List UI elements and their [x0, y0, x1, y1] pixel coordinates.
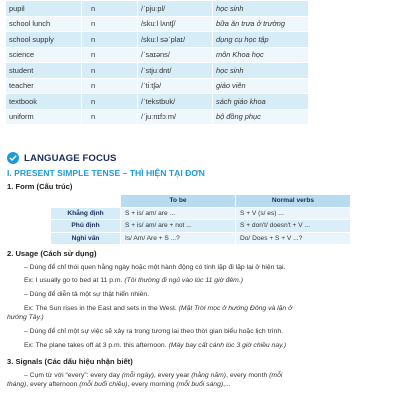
section-heading: I. PRESENT SIMPLE TENSE – THÌ HIỆN TẠI ĐƠN: [7, 168, 205, 178]
vocab-meaning: bộ đồng phục: [213, 109, 309, 125]
vocab-meaning: học sinh: [213, 1, 309, 17]
usage-example-2: [24, 304, 394, 313]
signal-text: ,...: [223, 381, 231, 388]
vocab-word: pupil: [6, 1, 82, 17]
usage-point-1: – Dùng để chỉ thói quen hằng ngày hoặc một hành động có tính lặp đi lặp lại ở hiện tại.: [24, 264, 286, 271]
vocab-pos: n: [82, 47, 138, 63]
header-to-be: To be: [121, 195, 236, 208]
header-blank-cell: [51, 195, 121, 208]
signal-translation: (mỗi: [269, 372, 283, 379]
grammar-header-row: [51, 195, 351, 208]
vocab-ipa: /ˈpjuːpl/: [138, 1, 213, 17]
signal-text: , every morning: [127, 381, 175, 388]
vocab-word: student: [6, 63, 82, 79]
signal-text: – Cụm từ với “every”: every day: [24, 372, 120, 379]
signals-line-2: [7, 380, 377, 389]
checkmark-icon: [7, 152, 19, 164]
vocab-meaning: học sinh: [213, 63, 309, 79]
grammar-row-question: [51, 232, 351, 245]
form-heading: 1. Form (Cấu trúc): [7, 182, 73, 191]
row-label: Phủ định: [51, 220, 121, 233]
grammar-row-negative: [51, 220, 351, 233]
grammar-row-affirmative: [51, 207, 351, 220]
vocab-row: [6, 109, 309, 125]
vocab-meaning: môn Khoa học: [213, 47, 309, 63]
vocab-row: [6, 1, 309, 17]
signal-text: , every year: [153, 372, 190, 379]
usage-point-2: – Dùng để diễn tả một sự thật hiển nhiên.: [24, 291, 150, 298]
header-normal-verbs: Normal verbs: [236, 195, 351, 208]
row-label: Khẳng định: [51, 207, 121, 220]
language-focus-header: [7, 152, 117, 164]
vocab-row: [6, 94, 309, 110]
row-to-be: S + is/ am/ are + not ...: [121, 220, 236, 233]
example-translation: (Tôi thường đi ngủ vào lúc 11 giờ đêm.): [124, 277, 243, 284]
vocab-meaning: sách giáo khoa: [213, 94, 309, 110]
vocab-word: textbook: [6, 94, 82, 110]
vocab-row: [6, 47, 309, 63]
vocab-ipa: /skuːl səˈplaɪ/: [138, 32, 213, 48]
usage-example-3: [24, 341, 394, 350]
example-translation: (Máy bay cất cánh lúc 3 giờ chiều nay.): [168, 342, 287, 349]
vocab-row: [6, 16, 309, 32]
row-normal-verb: S + V (s/ es) ...: [236, 207, 351, 220]
signals-heading: 3. Signals (Các dấu hiệu nhận biết): [7, 357, 133, 366]
vocab-meaning: giáo viên: [213, 78, 309, 94]
vocab-pos: n: [82, 78, 138, 94]
signal-translation: (mỗi ngày): [121, 372, 154, 379]
signal-translation: tháng): [7, 381, 27, 388]
row-label: Nghi vấn: [51, 232, 121, 245]
row-to-be: S + is/ am/ are ...: [121, 207, 236, 220]
vocab-row: [6, 32, 309, 48]
vocab-word: school lunch: [6, 16, 82, 32]
vocab-row: [6, 63, 309, 79]
vocab-pos: n: [82, 94, 138, 110]
vocabulary-table: [5, 0, 309, 125]
vocab-word: uniform: [6, 109, 82, 125]
vocab-ipa: /ˈjuːnɪfɔːm/: [138, 109, 213, 125]
vocab-ipa: /ˈtiːtʃə/: [138, 78, 213, 94]
signals-line-1: [24, 371, 394, 380]
vocab-pos: n: [82, 109, 138, 125]
signal-translation: (hằng năm): [191, 372, 227, 379]
row-normal-verb: S + don't/ doesn't + V ...: [236, 220, 351, 233]
vocab-word: school supply: [6, 32, 82, 48]
row-to-be: Is/ Am/ Are + S ...?: [121, 232, 236, 245]
vocab-ipa: /skuːl lʌntʃ/: [138, 16, 213, 32]
example-translation: (Mặt Trời mọc ở hướng Đông và lặn ở: [178, 305, 293, 312]
vocab-pos: n: [82, 32, 138, 48]
example-text: Ex: I usually go to bed at 11 p.m.: [24, 277, 123, 284]
section-title: LANGUAGE FOCUS: [24, 152, 117, 164]
signal-text: , every month: [226, 372, 268, 379]
row-normal-verb: Do/ Does + S + V ...?: [236, 232, 351, 245]
vocab-pos: n: [82, 1, 138, 17]
usage-example-2-continued: hướng Tây.): [7, 314, 44, 321]
usage-example-1: [24, 276, 394, 285]
vocab-ipa: /ˈsaɪəns/: [138, 47, 213, 63]
vocab-word: science: [6, 47, 82, 63]
vocab-row: [6, 78, 309, 94]
vocab-word: teacher: [6, 78, 82, 94]
signal-translation: (mỗi buổi sáng): [176, 381, 224, 388]
vocab-ipa: /ˈtekstbʊk/: [138, 94, 213, 110]
example-text: Ex: The plane takes off at 3 p.m. this afternoon.: [24, 342, 167, 349]
grammar-form-table: [50, 194, 351, 245]
vocab-ipa: /ˈstjuːdnt/: [138, 63, 213, 79]
usage-heading: 2. Usage (Cách sử dụng): [7, 249, 97, 258]
vocab-meaning: dụng cụ học tập: [213, 32, 309, 48]
usage-point-3: – Dùng để chỉ một sự việc sẽ xảy ra trong tương lai theo thời gian biểu hoặc lịch trình.: [24, 328, 284, 335]
vocab-meaning: bữa ăn trưa ở trường: [213, 16, 309, 32]
signal-text: , every afternoon: [26, 381, 78, 388]
example-text: Ex: The Sun rises in the East and sets in the West.: [24, 305, 177, 312]
vocab-pos: n: [82, 16, 138, 32]
signal-translation: (mỗi buổi chiều): [79, 381, 128, 388]
vocab-pos: n: [82, 63, 138, 79]
